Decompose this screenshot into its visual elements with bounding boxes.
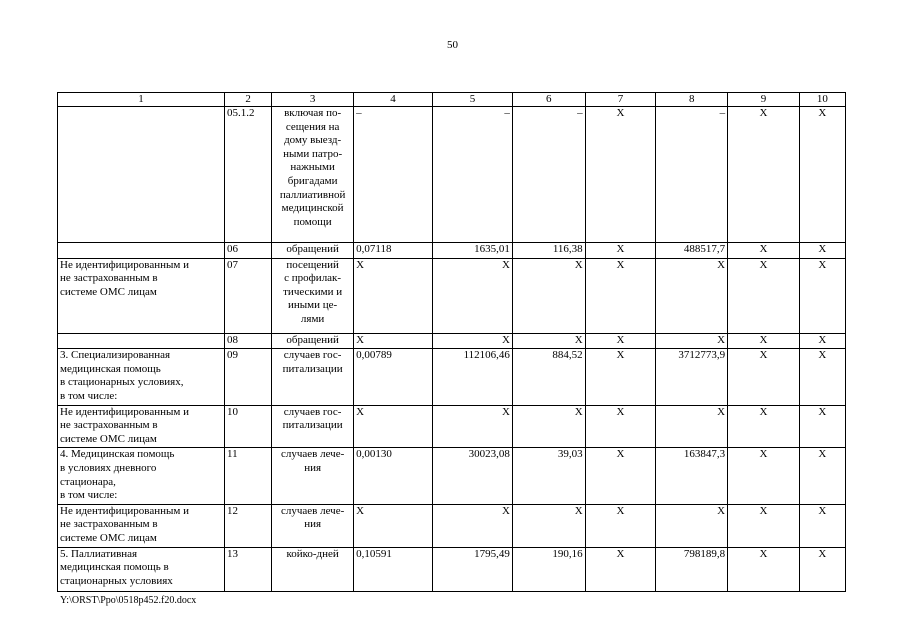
table-row [58, 405, 846, 448]
table-cell: 39,03 [512, 448, 585, 504]
table-cell: 488517,7 [656, 243, 728, 259]
table-cell: Х [512, 333, 585, 349]
table-cell: 30023,08 [433, 448, 513, 504]
table-cell: Х [354, 258, 433, 333]
column-header: 1 [58, 93, 225, 107]
table-cell: 112106,46 [433, 349, 513, 405]
table-cell: Х [656, 258, 728, 333]
table-cell: 4. Медицинская помощь в условиях дневного стационара, в том числе: [58, 448, 225, 504]
table-cell: Х [585, 504, 656, 547]
table-cell: Х [799, 107, 845, 243]
data-table [57, 92, 846, 592]
table-cell: – [433, 107, 513, 243]
table-header-row [58, 93, 846, 107]
table-cell: Х [799, 504, 845, 547]
table-cell: Х [728, 107, 800, 243]
column-header: 4 [354, 93, 433, 107]
table-cell: Не идентифицированным и не застрахованным в системе ОМС лицам [58, 405, 225, 448]
table-cell: 11 [225, 448, 272, 504]
table-cell: 0,07118 [354, 243, 433, 259]
table-cell: 09 [225, 349, 272, 405]
table-cell: Х [585, 258, 656, 333]
table-cell: Х [585, 349, 656, 405]
table-cell: Х [585, 243, 656, 259]
table-cell: Х [799, 448, 845, 504]
table-cell: 1635,01 [433, 243, 513, 259]
file-path-footer: Y:\ORST\Ppo\0518p452.f20.docx [60, 595, 197, 606]
table-cell [58, 243, 225, 259]
table-cell: Х [728, 448, 800, 504]
table-cell: случаев гос- питализации [272, 349, 354, 405]
table-cell: Х [728, 504, 800, 547]
table-cell: обращений [272, 243, 354, 259]
table-cell: Х [656, 333, 728, 349]
table-cell: Х [585, 107, 656, 243]
table-cell: 08 [225, 333, 272, 349]
table-cell: Х [656, 504, 728, 547]
table-cell: Х [799, 547, 845, 591]
table-cell: 0,00789 [354, 349, 433, 405]
table-cell: Х [433, 333, 513, 349]
table-cell: 0,10591 [354, 547, 433, 591]
table-row [58, 243, 846, 259]
table-cell: Не идентифицированным и не застрахованным в системе ОМС лицам [58, 258, 225, 333]
table-cell: Не идентифицированным и не застрахованным в системе ОМС лицам [58, 504, 225, 547]
table-row [58, 333, 846, 349]
table-cell: обращений [272, 333, 354, 349]
table-row [58, 349, 846, 405]
table-cell: 798189,8 [656, 547, 728, 591]
table-cell: 884,52 [512, 349, 585, 405]
table-cell: Х [728, 349, 800, 405]
table-row [58, 504, 846, 547]
table-cell: койко-дней [272, 547, 354, 591]
table-cell: случаев гос- питализации [272, 405, 354, 448]
table-cell: Х [512, 405, 585, 448]
table-cell: Х [512, 504, 585, 547]
table-cell: Х [354, 504, 433, 547]
table-cell: Х [512, 258, 585, 333]
table-cell: Х [585, 405, 656, 448]
table-cell: Х [354, 333, 433, 349]
table-row [58, 547, 846, 591]
column-header: 5 [433, 93, 513, 107]
table-cell: Х [799, 405, 845, 448]
table-cell: – [656, 107, 728, 243]
table-cell: Х [585, 448, 656, 504]
table-cell: включая по- сещения на дому выезд- ными патро- нажными бригадами паллиативной медицинской помощи [272, 107, 354, 243]
table-cell: Х [728, 243, 800, 259]
table-row [58, 107, 846, 243]
table-cell: 07 [225, 258, 272, 333]
table-cell: Х [585, 547, 656, 591]
table-cell: 1795,49 [433, 547, 513, 591]
table-cell: Х [799, 349, 845, 405]
table-cell: Х [354, 405, 433, 448]
table-cell: случаев лече- ния [272, 504, 354, 547]
page-number: 50 [447, 39, 458, 51]
table-cell: Х [585, 333, 656, 349]
table-row [58, 258, 846, 333]
table-cell: 13 [225, 547, 272, 591]
table-cell: 116,38 [512, 243, 585, 259]
column-header: 3 [272, 93, 354, 107]
table-cell: Х [433, 258, 513, 333]
table-cell: 06 [225, 243, 272, 259]
table-cell: Х [728, 333, 800, 349]
table-cell [58, 333, 225, 349]
table-cell: 163847,3 [656, 448, 728, 504]
table-cell: Х [728, 547, 800, 591]
column-header: 7 [585, 93, 656, 107]
table-cell: Х [433, 504, 513, 547]
table-cell: Х [728, 405, 800, 448]
table-cell: 190,16 [512, 547, 585, 591]
table-cell: 3712773,9 [656, 349, 728, 405]
table-cell: – [354, 107, 433, 243]
column-header: 9 [728, 93, 800, 107]
column-header: 6 [512, 93, 585, 107]
table-cell: Х [799, 333, 845, 349]
table-cell: 3. Специализированная медицинская помощь в стационарных условиях, в том числе: [58, 349, 225, 405]
table-cell: Х [799, 258, 845, 333]
table-cell [58, 107, 225, 243]
table-cell: Х [656, 405, 728, 448]
table-cell: 05.1.2 [225, 107, 272, 243]
table-cell: 10 [225, 405, 272, 448]
column-header: 8 [656, 93, 728, 107]
table-cell: 5. Паллиативная медицинская помощь в стационарных условиях [58, 547, 225, 591]
table-cell: 12 [225, 504, 272, 547]
column-header: 2 [225, 93, 272, 107]
column-header: 10 [799, 93, 845, 107]
table-cell: Х [433, 405, 513, 448]
table-cell: Х [799, 243, 845, 259]
table-cell: Х [728, 258, 800, 333]
table-cell: – [512, 107, 585, 243]
table-cell: 0,00130 [354, 448, 433, 504]
table-cell: случаев лече- ния [272, 448, 354, 504]
table-row [58, 448, 846, 504]
table-cell: посещений с профилак- тическими и иными це- лями [272, 258, 354, 333]
